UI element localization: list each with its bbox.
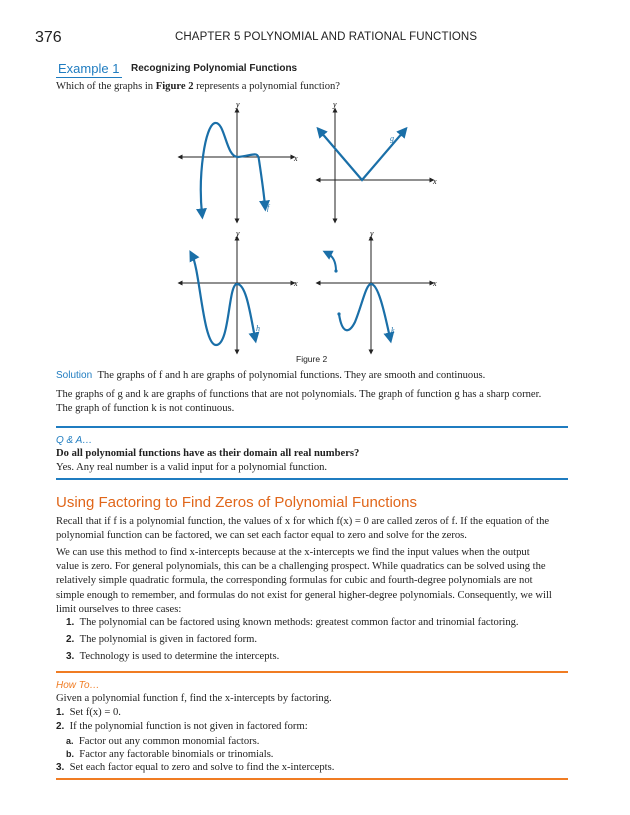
case-number: 2.	[66, 634, 75, 645]
case-text: The polynomial is given in factored form.	[79, 634, 258, 645]
solution-paragraph-2	[56, 388, 576, 416]
step-text: Set f(x) = 0.	[69, 707, 121, 718]
solution-text: The graphs of f and h are graphs of polynomial functions. They are smooth and continuous.	[97, 370, 486, 381]
case-text: Technology is used to determine the intercepts.	[79, 651, 280, 662]
graph-f-label: f	[267, 203, 270, 212]
step-number: 3.	[56, 762, 65, 773]
section-heading: Using Factoring to Find Zeros of Polynomial Functions	[56, 494, 417, 511]
graph-f-x-label: x	[294, 154, 298, 163]
graph-f-curve	[201, 123, 265, 214]
step-number: 2.	[56, 721, 65, 732]
graph-g-x-label: x	[433, 177, 437, 186]
solution-para2-line2: The graph of function k is not continuous.	[56, 403, 235, 415]
graph-h-y-label: y	[236, 229, 240, 238]
substep-letter: a.	[66, 736, 74, 746]
chapter-title: POLYNOMIAL AND RATIONAL FUNCTIONS	[243, 31, 478, 43]
question-prefix: Which of the graphs in	[56, 81, 156, 92]
graph-k-y-label: y	[370, 229, 374, 238]
section-p2-line2: value is zero. For general polynomials, this can be a challenging prospect. While quadratics can be solved using the	[56, 561, 546, 573]
graph-f-y-label: y	[236, 100, 240, 109]
example-label: Example 1	[58, 61, 120, 76]
section-p2-line3: relatively simple quadratic formula, the corresponding formulas for cubic and fourth-degree polynomials are not	[56, 575, 533, 587]
graph-k-curve-right	[339, 284, 390, 338]
case-number: 3.	[66, 651, 75, 662]
graph-k-label: k	[391, 326, 395, 335]
graph-h-curve	[192, 255, 255, 345]
chapter-number: CHAPTER 5	[175, 31, 241, 43]
case-item	[66, 650, 279, 664]
qa-label: Q & A…	[56, 435, 93, 446]
howto-bottom-rule	[56, 778, 568, 780]
howto-step-2	[56, 720, 308, 734]
section-paragraph-2	[56, 546, 576, 617]
howto-step-1	[56, 706, 121, 720]
howto-top-rule	[56, 671, 568, 673]
solution-label: Solution	[56, 370, 93, 381]
howto-step-2b	[66, 747, 273, 762]
section-p1-line1: Recall that if f is a polynomial function, the values of x for which f(x) = 0 are called zeros of f. If the equation of the	[56, 516, 550, 527]
graph-f	[180, 100, 298, 221]
page-number: 376	[35, 29, 62, 46]
section-p2-line4: simple enough to remember, and formulas do not exist for general higher-degree polynomials. Consequently, we will	[56, 589, 552, 601]
graph-h	[180, 229, 298, 352]
solution-para2-line1: The graphs of g and k are graphs of functions that are not polynomials. The graph of function g has a sharp corner.	[56, 389, 542, 400]
solution-line-1	[56, 369, 576, 383]
graph-g	[318, 100, 437, 221]
howto-label: How To…	[56, 680, 100, 691]
howto-intro: Given a polynomial function f, find the x-intercepts by factoring.	[56, 693, 332, 704]
case-number: 1.	[66, 617, 75, 628]
step-text: Set each factor equal to zero and solve to find the x-intercepts.	[69, 762, 335, 773]
figure-2-graphs	[0, 0, 630, 370]
section-p2-line1: We can use this method to find x-intercepts because at the x-intercepts we find the input values when the output	[56, 547, 530, 558]
section-p2-line5: limit ourselves to three cases:	[56, 603, 182, 615]
graph-h-label: h	[256, 324, 260, 333]
graph-k-start-point	[337, 312, 340, 315]
figure-caption: Figure 2	[296, 354, 328, 364]
case-item	[66, 633, 257, 647]
graph-h-x-label: x	[294, 279, 298, 288]
question-suffix: represents a polynomial function?	[193, 81, 341, 92]
case-item	[66, 616, 519, 630]
section-p1-line2: polynomial function can be factored, we can set each factor equal to zero and solve for the zeros.	[56, 530, 467, 542]
example-title: Recognizing Polynomial Functions	[131, 63, 298, 74]
graph-g-y-label: y	[333, 100, 337, 109]
howto-step-3	[56, 761, 334, 775]
substep-text: Factor any factorable binomials or trinomials.	[79, 749, 274, 760]
section-paragraph-1	[56, 515, 576, 543]
step-text: If the polynomial function is not given in factored form:	[69, 721, 308, 732]
substep-text: Factor out any common monomial factors.	[78, 736, 260, 747]
graph-k-x-label: x	[433, 279, 437, 288]
figure-reference: Figure 2	[155, 81, 194, 92]
graph-g-label: g	[390, 134, 394, 143]
case-text: The polynomial can be factored using known methods: greatest common factor and trinomial factoring.	[79, 617, 519, 628]
graph-k-endpoint	[334, 269, 337, 272]
qa-bottom-rule	[56, 478, 568, 480]
step-number: 1.	[56, 707, 65, 718]
graph-k-curve-left	[327, 253, 336, 271]
qa-top-rule	[56, 426, 568, 428]
graph-k	[318, 229, 437, 352]
substep-letter: b.	[66, 749, 74, 759]
qa-question: Do all polynomial functions have as their domain all real numbers?	[56, 448, 360, 459]
qa-answer: Yes. Any real number is a valid input for a polynomial function.	[56, 462, 328, 473]
